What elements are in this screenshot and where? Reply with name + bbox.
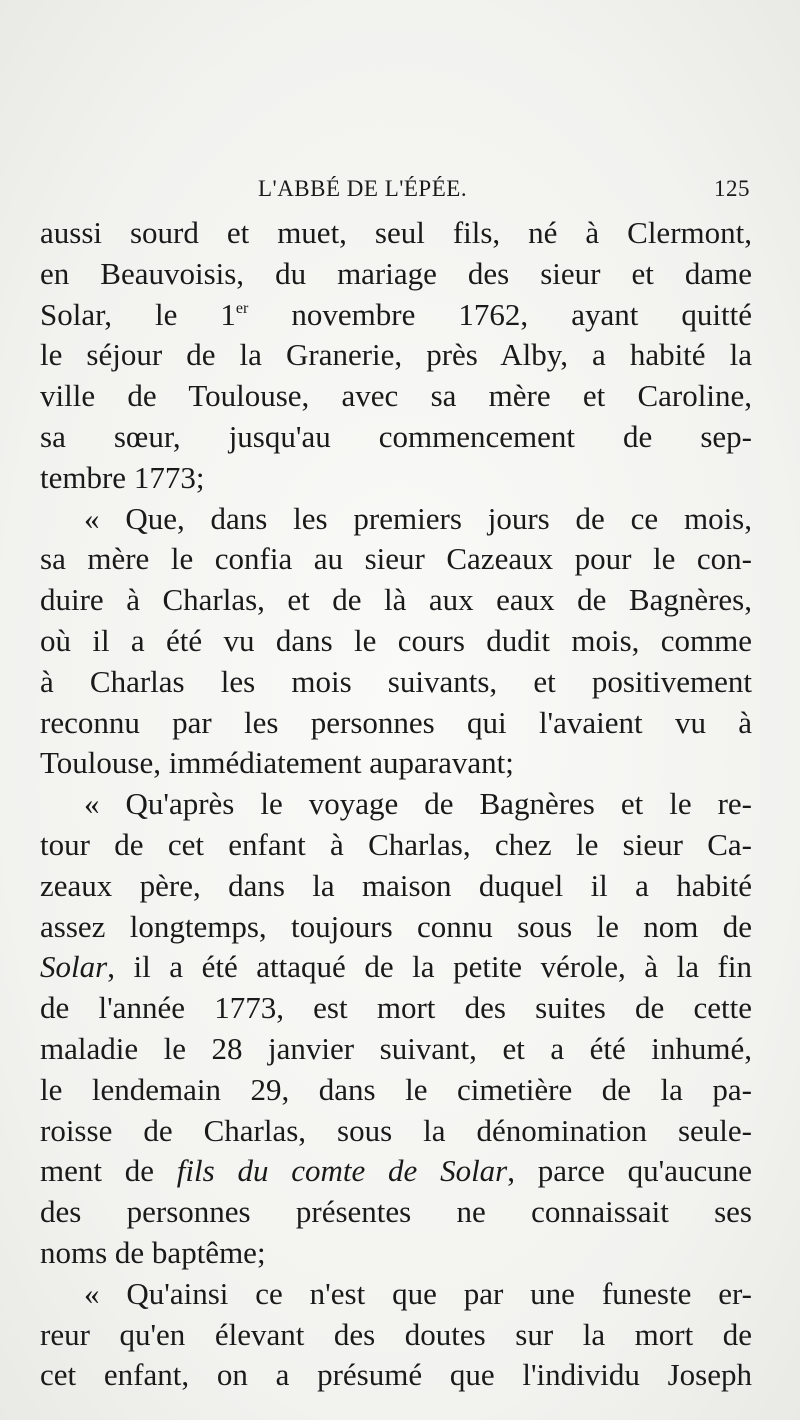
- body-text: [40, 213, 752, 1396]
- text-line: roisse de Charlas, sous la dénomination seule-: [40, 1112, 752, 1148]
- text-line: « Que, dans les premiers jours de ce mois,: [84, 500, 752, 536]
- text-line: noms de baptême;: [40, 1234, 266, 1270]
- text-line: le lendemain 29, dans le cimetière de la pa-: [40, 1071, 752, 1107]
- text-line: [40, 295, 752, 336]
- text-line: reur qu'en élevant des doutes sur la mort de: [40, 1316, 752, 1352]
- italic-text: fils du comte de Solar: [176, 1153, 508, 1189]
- page-number: 125: [714, 176, 750, 201]
- text-line: des personnes présentes ne connaissait ses: [40, 1194, 752, 1230]
- text-line: Toulouse, immédiatement auparavant;: [40, 745, 514, 781]
- text-line: assez longtemps, toujours connu sous le nom de: [40, 908, 752, 944]
- running-title: L'ABBÉ DE L'ÉPÉE.: [258, 176, 468, 201]
- text-line: aussi sourd et muet, seul fils, né à Clermont,: [40, 215, 752, 250]
- text-segment: , parce qu'aucune: [507, 1153, 753, 1189]
- text-line: [40, 947, 752, 988]
- text-line: ville de Toulouse, avec sa mère et Caroline,: [40, 378, 752, 414]
- text-segment: novembre 1762, ayant quitté: [248, 296, 752, 332]
- text-line: zeaux père, dans la maison duquel il a habité: [40, 867, 752, 903]
- text-line: cet enfant, on a présumé que l'individu Joseph: [40, 1357, 752, 1393]
- text-line: reconnu par les personnes qui l'avaient vu à: [40, 704, 752, 740]
- text-line: tour de cet enfant à Charlas, chez le sieur Ca-: [40, 826, 752, 862]
- text-segment: Solar, le 1: [40, 296, 236, 332]
- text-line: « Qu'ainsi ce n'est que par une funeste er-: [84, 1275, 752, 1311]
- text-segment: , il a été attaqué de la petite vérole, à la fin: [107, 949, 752, 985]
- text-segment: ment de: [40, 1153, 177, 1189]
- text-line: en Beauvoisis, du mariage des sieur et dame: [40, 255, 752, 291]
- text-line: maladie le 28 janvier suivant, et a été inhumé,: [40, 1030, 752, 1066]
- italic-text: Solar: [40, 949, 108, 985]
- text-line: sa mère le confia au sieur Cazeaux pour le con-: [40, 541, 752, 577]
- text-line: duire à Charlas, et de là aux eaux de Bagnères,: [40, 582, 752, 618]
- text-line: « Qu'après le voyage de Bagnères et le re-: [84, 786, 752, 822]
- text-line: de l'année 1773, est mort des suites de cette: [40, 990, 752, 1026]
- text-line: à Charlas les mois suivants, et positivement: [40, 663, 752, 699]
- text-line: tembre 1773;: [40, 459, 205, 495]
- text-line: sa sœur, jusqu'au commencement de sep-: [40, 418, 752, 454]
- text-line: où il a été vu dans le cours dudit mois, comme: [40, 622, 752, 658]
- text-line: le séjour de la Granerie, près Alby, a habité la: [40, 337, 752, 373]
- superscript: er: [235, 299, 249, 317]
- running-header: [60, 176, 750, 210]
- text-line: [40, 1151, 752, 1192]
